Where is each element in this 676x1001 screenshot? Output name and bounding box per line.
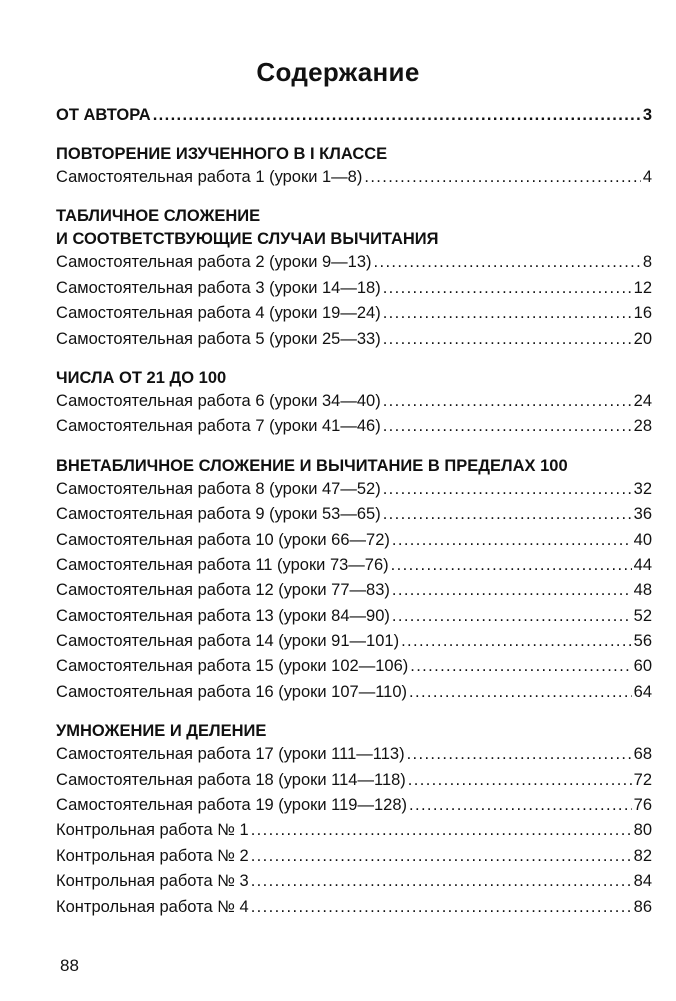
dot-leader: [408, 769, 632, 792]
toc-entry-page: 4: [642, 168, 652, 186]
toc-entry-page: 52: [633, 606, 652, 625]
section-spacer: [56, 706, 652, 720]
dot-leader: [383, 503, 632, 526]
section-spacer: [56, 353, 652, 367]
toc-entry-label: Самостоятельная работа 18 (уроки 114—118): [56, 770, 406, 789]
toc-entry-page: 40: [633, 530, 652, 549]
toc-entry[interactable]: [56, 579, 652, 602]
toc-entry[interactable]: [56, 251, 652, 274]
toc-entry-page: 48: [633, 581, 652, 600]
dot-leader: [409, 681, 632, 704]
section-heading: УМНОЖЕНИЕ И ДЕЛЕНИЕ: [56, 722, 267, 741]
toc-entry-label: ОТ АВТОРА: [56, 106, 151, 124]
dot-leader: [383, 478, 632, 501]
toc-entry-page: 68: [633, 745, 652, 764]
toc-entry-page: 80: [633, 821, 652, 840]
toc-entry-page: 8: [642, 253, 652, 272]
toc-entry[interactable]: [56, 302, 652, 325]
toc-entry-page: 28: [633, 417, 652, 436]
toc-entry-page: 86: [633, 897, 652, 916]
dot-leader: [383, 328, 632, 351]
toc-entry[interactable]: [56, 605, 652, 628]
dot-leader: [383, 390, 632, 413]
toc-entry-label: Самостоятельная работа 7 (уроки 41—46): [56, 417, 381, 436]
toc-entry[interactable]: [56, 769, 652, 792]
toc-entry-label: Самостоятельная работа 15 (уроки 102—106): [56, 657, 409, 676]
toc-section: [56, 143, 652, 205]
toc-entry-page: 76: [633, 796, 652, 815]
toc-entry[interactable]: [56, 328, 652, 351]
toc-entry-page: 56: [633, 632, 652, 651]
toc-entry-label: Контрольная работа № 3: [56, 872, 249, 891]
dot-leader: [410, 655, 631, 678]
dot-leader: [407, 743, 632, 766]
toc-entry-label: Самостоятельная работа 2 (уроки 9—13): [56, 253, 372, 272]
section-heading: ВНЕТАБЛИЧНОЕ СЛОЖЕНИЕ И ВЫЧИТАНИЕ В ПРЕДЕЛАХ 100: [56, 456, 568, 475]
toc-entry[interactable]: [56, 415, 652, 438]
toc-entry-page: 16: [633, 304, 652, 323]
dot-leader: [364, 166, 640, 189]
section-spacer: [56, 441, 652, 455]
toc-entry-page: 60: [633, 657, 652, 676]
toc-entry-page: 3: [642, 106, 652, 124]
toc-entry-label: Самостоятельная работа 11 (уроки 73—76): [56, 555, 389, 574]
toc-entry-label: Контрольная работа № 4: [56, 897, 249, 916]
dot-leader: [383, 302, 632, 325]
table-of-contents: [56, 104, 652, 921]
toc-entry-label: Самостоятельная работа 9 (уроки 53—65): [56, 505, 381, 524]
page-number: 88: [60, 956, 79, 975]
toc-sections: [56, 143, 652, 919]
dot-leader: [391, 554, 632, 577]
toc-entry-page: 12: [633, 278, 652, 297]
dot-leader: [401, 630, 632, 653]
toc-entry-label: Самостоятельная работа 14 (уроки 91—101): [56, 632, 400, 651]
dot-leader: [392, 529, 632, 552]
toc-entry[interactable]: [56, 870, 652, 893]
dot-leader: [392, 579, 632, 602]
section-spacer: [56, 191, 652, 205]
toc-entry-page: 72: [633, 770, 652, 789]
toc-entry-label: Самостоятельная работа 5 (уроки 25—33): [56, 329, 381, 348]
dot-leader: [383, 415, 632, 438]
toc-entry-page: 20: [633, 329, 652, 348]
toc-entry-label: Самостоятельная работа 1 (уроки 1—8): [56, 168, 363, 186]
toc-section: [56, 455, 652, 721]
toc-entry-page: 24: [633, 391, 652, 410]
toc-entry[interactable]: [56, 478, 652, 501]
toc-entry-label: Самостоятельная работа 10 (уроки 66—72): [56, 530, 390, 549]
toc-entry-label: Самостоятельная работа 8 (уроки 47—52): [56, 479, 381, 498]
toc-entry-label: Контрольная работа № 1: [56, 821, 249, 840]
dot-leader: [251, 819, 632, 842]
toc-entry[interactable]: [56, 819, 652, 842]
toc-entry-label: Самостоятельная работа 13 (уроки 84—90): [56, 606, 390, 625]
toc-entry[interactable]: [56, 390, 652, 413]
toc-entry-label: Самостоятельная работа 17 (уроки 111—113): [56, 745, 405, 764]
toc-entry-label: Самостоятельная работа 19 (уроки 119—128): [56, 796, 408, 815]
toc-entry[interactable]: [56, 277, 652, 300]
toc-entry-label: Самостоятельная работа 3 (уроки 14—18): [56, 278, 381, 297]
toc-section: [56, 205, 652, 367]
dot-leader: [374, 251, 641, 274]
toc-section: [56, 367, 652, 455]
toc-entry-page: 82: [633, 846, 652, 865]
section-heading: ЧИСЛА ОТ 21 ДО 100: [56, 368, 227, 387]
toc-entry[interactable]: [56, 166, 652, 189]
toc-entry-page: 84: [633, 872, 652, 891]
toc-entry-page: 32: [633, 479, 652, 498]
toc-entry-label: Самостоятельная работа 4 (уроки 19—24): [56, 304, 381, 323]
dot-leader: [153, 104, 641, 127]
dot-leader: [383, 277, 632, 300]
toc-entry[interactable]: [56, 845, 652, 868]
dot-leader: [251, 896, 632, 919]
dot-leader: [251, 845, 632, 868]
toc-entry-label: Самостоятельная работа 6 (уроки 34—40): [56, 391, 381, 410]
toc-entry-label: Контрольная работа № 2: [56, 846, 249, 865]
toc-entry[interactable]: [56, 794, 652, 817]
toc-entry-label: Самостоятельная работа 12 (уроки 77—83): [56, 581, 390, 600]
toc-entry-page: 44: [633, 555, 652, 574]
toc-entry-intro[interactable]: [56, 104, 652, 127]
section-heading: И СООТВЕТСТВУЮЩИЕ СЛУЧАИ ВЫЧИТАНИЯ: [56, 230, 439, 249]
toc-section: [56, 720, 652, 918]
section-heading: ТАБЛИЧНОЕ СЛОЖЕНИЕ: [56, 207, 261, 226]
toc-entry[interactable]: [56, 655, 652, 678]
page-title: Содержание: [256, 57, 420, 88]
dot-leader: [251, 870, 632, 893]
toc-entry[interactable]: [56, 896, 652, 919]
toc-entry[interactable]: [56, 743, 652, 766]
toc-entry-page: 36: [633, 505, 652, 524]
toc-entry[interactable]: [56, 630, 652, 653]
dot-leader: [409, 794, 632, 817]
toc-entry-label: Самостоятельная работа 16 (уроки 107—110): [56, 682, 408, 701]
section-heading: ПОВТОРЕНИЕ ИЗУЧЕННОГО В I КЛАССЕ: [56, 145, 388, 163]
toc-entry[interactable]: [56, 681, 652, 704]
toc-entry[interactable]: [56, 529, 652, 552]
toc-entry-page: 64: [633, 682, 652, 701]
toc-entry[interactable]: [56, 554, 652, 577]
toc-entry[interactable]: [56, 503, 652, 526]
dot-leader: [392, 605, 632, 628]
